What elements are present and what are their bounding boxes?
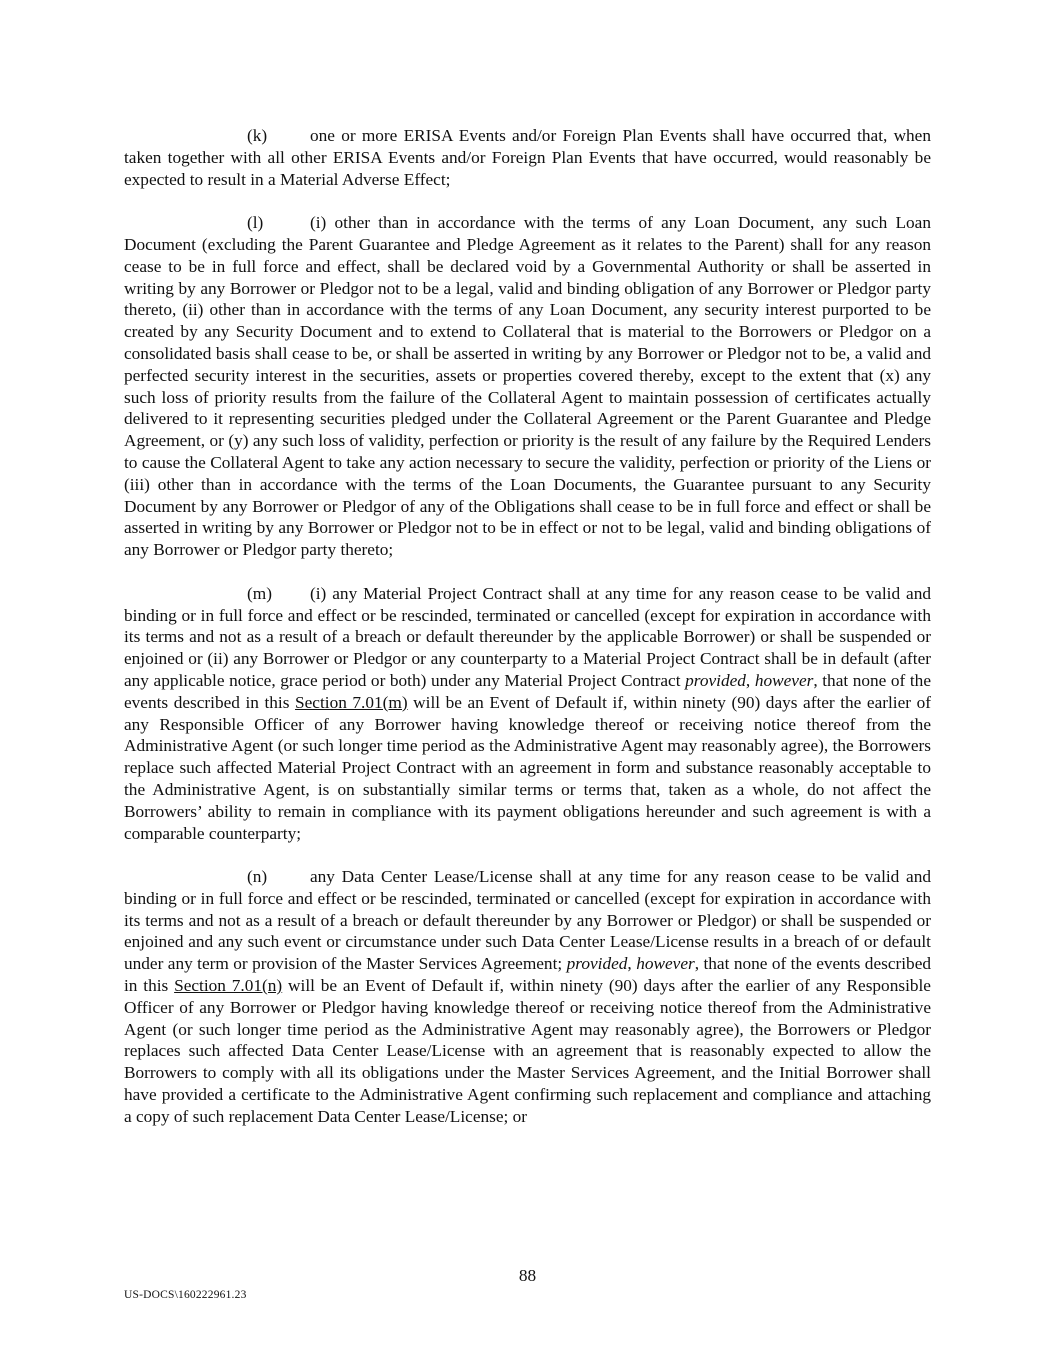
page-number: 88 xyxy=(518,1266,537,1285)
emphasis-text: however xyxy=(754,670,814,690)
clause-text: (i) any Material Project Contract shall at any time for any reason cease to be valid and binding or in full force and effect or be rescinded, terminated or cancelled (except for expiration in accordance with its terms and not as a result of a breach or default thereunder by the applicable Borrower) or shall be suspended or enjoined or (ii) any Borrower or Pledgor or any counterparty to a Material Project Contract shall be in default (after any applicable notice, grace period or both) under any Material Project Contract xyxy=(124,583,931,690)
section-reference: Section 7.01(m) xyxy=(295,692,408,712)
clause-label: (l) xyxy=(247,213,264,233)
clause-text: , xyxy=(745,670,755,690)
clause-text: (i) other than in accordance with the terms of any Loan Document, any such Loan Document (excluding the Parent Guarantee and Pledge Agreement as it relates to the Parent) shall for any reason cease to be in full force and effect, shall be declared void by a Governmental Authority or shall be asserted in writing by any Borrower or Pledgor not to be a legal, valid and binding obligation of any Borrower or Pledgor party thereto, (ii) other than in accordance with the terms of any Loan Document, any security interest purported to be created by any Security Document and to extend to Collateral that is material to the Borrowers or Pledgor on a consolidated basis shall cease to be, or shall be asserted in writing by any Borrower or Pledgor not to be, a valid and perfected security interest in the securities, assets or properties covered thereby, except to the extent that (x) any such loss of priority results from the failure of the Collateral Agent to maintain possession of certificates actually delivered to it representing securities pledged under the Collateral Agreement or the Parent Guarantee and Pledge Agreement, or (y) any such loss of validity, perfection or priority is the result of any failure by the Required Lenders to cause the Collateral Agent to take any action necessary to secure the validity, perfection or priority of the Liens or (iii) other than in accordance with the terms of the Loan Documents, the Guarantee pursuant to any Security Document by any Borrower or Pledgor of any of the Obligations shall cease to be in full force and effect or shall be asserted in writing by any Borrower or Pledgor not to be in effect or not to be legal, valid and binding obligations of any Borrower or Pledgor party thereto; xyxy=(124,213,931,560)
clause-label: (n) xyxy=(247,867,268,887)
emphasis-text: provided xyxy=(566,954,628,974)
emphasis-text: provided xyxy=(685,670,746,690)
clause-text: will be an Event of Default if, within ninety (90) days after the earlier of any Responsible Officer of any Borrower having knowledge thereof or receiving notice thereof from the Administrative Agent (or such longer time period as the Administrative Agent may reasonably agree), the Borrowers replace such affected Material Project Contract with an agreement in form and substance reasonably acceptable to the Administrative Agent, is on substantially similar terms or terms that, taken as a whole, do not affect the Borrowers’ ability to remain in compliance with its payment obligations hereunder and such agreement is with a comparable counterparty; xyxy=(124,692,931,843)
clause-text: , xyxy=(627,954,637,974)
clause-text: one or more ERISA Events and/or Foreign Plan Events shall have occurred that, when taken together with all other ERISA Events and/or Foreign Plan Events that have occurred, would reasonably be expected to result in a Material Adverse Effect; xyxy=(124,126,931,189)
clause-label: (m) xyxy=(247,583,272,603)
emphasis-text: however xyxy=(636,954,695,974)
section-reference: Section 7.01(n) xyxy=(174,976,283,996)
clause-text: , that none of the events described in this xyxy=(124,954,932,996)
clause-label: (k) xyxy=(247,126,268,145)
clause-paragraph xyxy=(124,212,931,561)
clause-text: will be an Event of Default if, within ninety (90) days after the earlier of any Responsible Officer of any Borrower or Pledgor having knowledge thereof or receiving notice thereof from the Administrative Agent (or such longer time period as the Administrative Agent may reasonably agree), the Borrowers or Pledgor replaces such affected Data Center Lease/License with an agreement that is reasonably expected to allow the Borrowers to comply with all its obligations under the Master Services Agreement, and the Initial Borrower shall have provided a certificate to the Administrative Agent confirming such replacement and compliance and attaching a copy of such replacement Data Center Lease/License; or xyxy=(124,976,931,1126)
clause-text: any Data Center Lease/License shall at any time for any reason cease to be valid and binding or in full force and effect or be rescinded, terminated or cancelled (except for expiration in accordance with its terms and not as a result of a breach or default thereunder by any Borrower or Pledgor) or shall be suspended or enjoined and any such event or circumstance under such Data Center Lease/License results in a breach of or default under any term or provision of the Master Services Agreement; xyxy=(124,867,931,974)
document-id: US-DOCS\160222961.23 xyxy=(124,1289,247,1301)
clause-text: , that none of the events described in this xyxy=(124,670,931,712)
clause-paragraph xyxy=(124,583,931,845)
clause-paragraph xyxy=(124,125,931,190)
clause-paragraph xyxy=(124,866,931,1128)
document-body xyxy=(124,125,931,1149)
